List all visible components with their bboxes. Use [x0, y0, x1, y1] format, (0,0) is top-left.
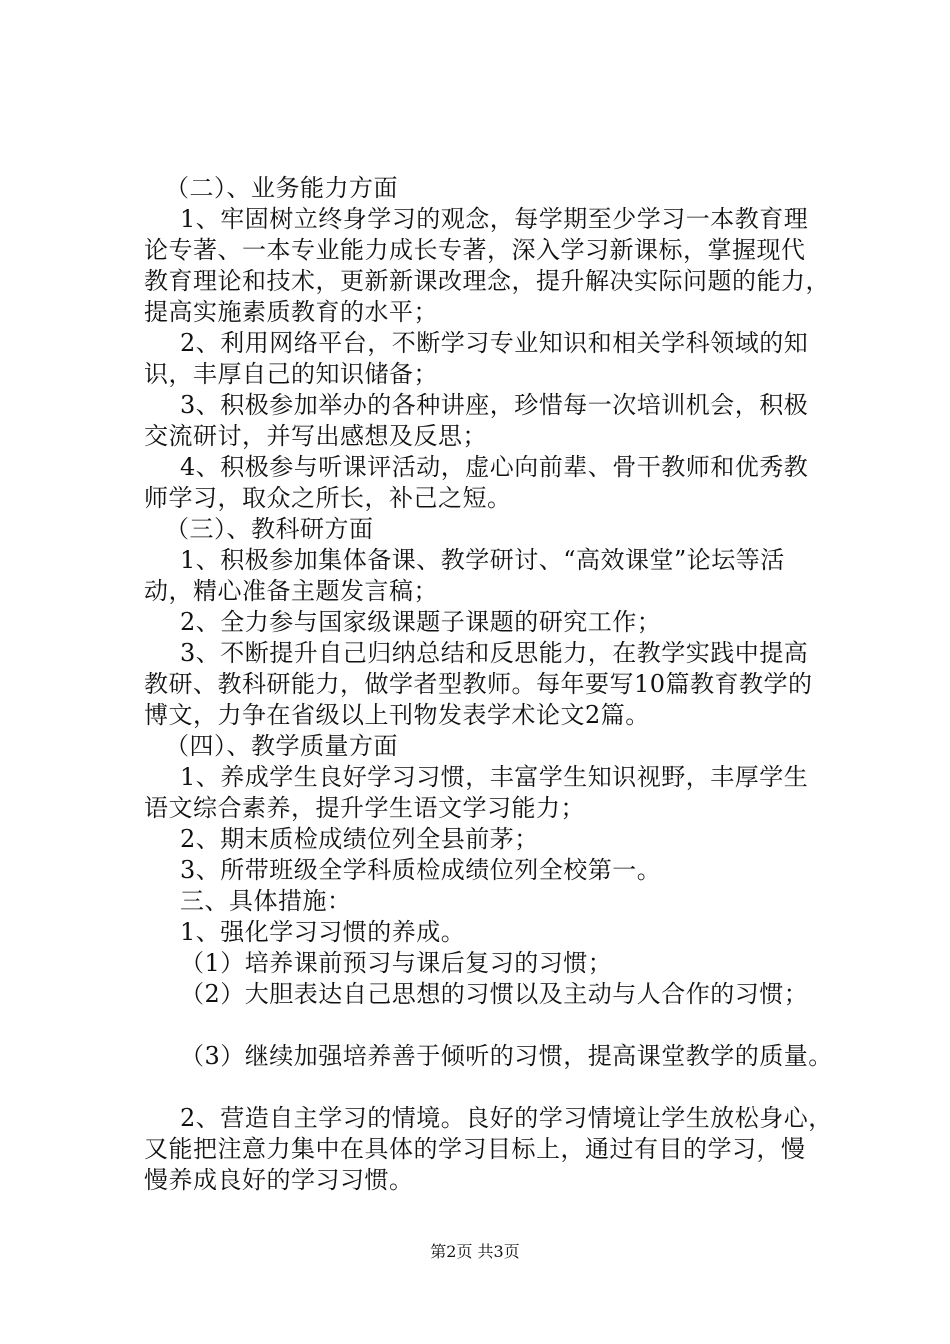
- heading-business-ability: （二）、业务能力方面: [165, 174, 398, 202]
- paragraph-line: 语文综合素养，提升学生语文学习能力；: [144, 794, 585, 822]
- paragraph-line: 动，精心准备主题发言稿；: [144, 577, 438, 605]
- paragraph-line: 2、期末质检成绩位列全县前茅；: [180, 825, 539, 853]
- paragraph-line: 交流研讨，并写出感想及反思；: [144, 422, 487, 450]
- paragraph-line: 4、积极参与听课评活动，虚心向前辈、骨干教师和优秀教: [180, 453, 809, 481]
- paragraph-line: （3）继续加强培养善于倾听的习惯，提高课堂教学的质量。: [180, 1042, 833, 1070]
- paragraph-line: 1、养成学生良好学习习惯，丰富学生知识视野，丰厚学生: [180, 763, 809, 791]
- paragraph-line: 1、积极参加集体备课、教学研讨、“高效课堂”论坛等活: [180, 546, 785, 574]
- paragraph-line: 论专著、一本专业能力成长专著，深入学习新课标，掌握现代: [144, 236, 806, 264]
- paragraph-line: 博文，力争在省级以上刊物发表学术论文2篇。: [144, 701, 650, 729]
- paragraph-line: 2、营造自主学习的情境。良好的学习情境让学生放松身心，: [180, 1104, 833, 1132]
- paragraph-line: 提高实施素质教育的水平；: [144, 298, 438, 326]
- paragraph-line: 3、不断提升自己归纳总结和反思能力，在教学实践中提高: [180, 639, 809, 667]
- paragraph-line: （2）大胆表达自己思想的习惯以及主动与人合作的习惯；: [180, 980, 809, 1008]
- paragraph-line: 2、全力参与国家级课题子课题的研究工作；: [180, 608, 662, 636]
- paragraph-line: （1）培养课前预习与课后复习的习惯；: [180, 949, 613, 977]
- paragraph-line: 师学习，取众之所长，补己之短。: [144, 484, 512, 512]
- paragraph-line: 1、牢固树立终身学习的观念，每学期至少学习一本教育理: [180, 205, 809, 233]
- page-number-footer: 第2页 共3页: [430, 1242, 520, 1261]
- paragraph-line: 1、强化学习习惯的养成。: [180, 918, 466, 946]
- paragraph-line: 慢养成良好的学习习惯。: [144, 1166, 414, 1194]
- paragraph-line: 3、所带班级全学科质检成绩位列全校第一。: [180, 856, 662, 884]
- heading-research: （三）、教科研方面: [165, 515, 374, 543]
- paragraph-line: 识，丰厚自己的知识储备；: [144, 360, 438, 388]
- heading-teaching-quality: （四）、教学质量方面: [165, 732, 398, 760]
- paragraph-line: 教育理论和技术，更新新课改理念，提升解决实际问题的能力，: [144, 267, 830, 295]
- paragraph-line: 3、积极参加举办的各种讲座，珍惜每一次培训机会，积极: [180, 391, 809, 419]
- paragraph-line: 又能把注意力集中在具体的学习目标上，通过有目的学习，慢: [144, 1135, 806, 1163]
- heading-measures: 三、具体措施：: [180, 887, 352, 915]
- paragraph-line: 教研、教科研能力，做学者型教师。每年要写10篇教育教学的: [144, 670, 813, 698]
- paragraph-line: 2、利用网络平台，不断学习专业知识和相关学科领域的知: [180, 329, 809, 357]
